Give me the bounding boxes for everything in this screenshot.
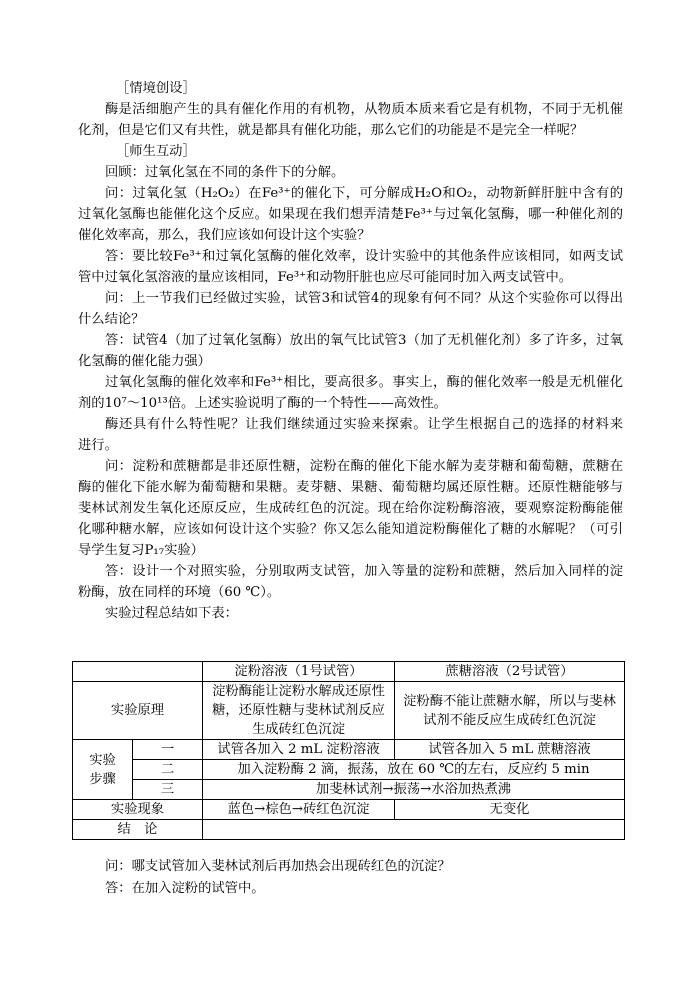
answer-2: 答：试管4（加了过氧化氢酶）放出的氧气比试管3（加了无机催化剂）多了许多，过氧化氢酶的催化能力强）: [78, 333, 623, 369]
efficiency-paragraph: 过氧化氢酶的催化效率和Fe³⁺相比，要高很多。事实上，酶的催化效率一般是无机催化剂的10⁷～10¹³倍。上述实验说明了酶的一个特性——高效性。: [78, 375, 623, 411]
header-starch: 淀粉溶液（1号试管）: [203, 662, 395, 682]
other-property-paragraph: 酶还具有什么特性呢？让我们继续通过实验来探索。让学生根据自己的选择的材料来 进行。: [78, 417, 637, 453]
after-table-text: [78, 856, 623, 900]
principle-row: [73, 682, 625, 740]
header-sucrose: 蔗糖溶液（2号试管）: [395, 662, 625, 682]
question-1: 问：过氧化氢（H₂O₂）在Fe³⁺的催化下，可分解成H₂O和O₂，动物新鲜肝脏中含有的过氧化氢酶也能催化这个反应。如果现在我们想弄清楚Fe³⁺与过氧化氢酶，哪一种催化剂的催化效率高，那么，我们应该如何设计这个实验？: [78, 186, 623, 243]
table-intro: 实验过程总结如下表：: [105, 606, 238, 621]
conclusion-label: 结 论: [73, 820, 203, 840]
step-1-number: 一: [133, 740, 203, 760]
phenomenon-row: [73, 800, 625, 820]
conclusion-row: [73, 820, 625, 840]
step-3-content: 加斐林试剂→振荡→水浴加热煮沸: [203, 780, 625, 800]
scenario-paragraph: 酶是活细胞产生的具有催化作用的有机物，从物质本质来看它是有机物，不同于无机催化剂，但是它们又有共性，就是都具有催化功能，那么它们的功能是不是完全一样呢？: [78, 102, 623, 138]
steps-label: 实验步骤: [73, 740, 133, 800]
step-1-starch: 试管各加入 2 mL 淀粉溶液: [203, 740, 395, 760]
principle-label: 实验原理: [73, 682, 203, 740]
answer-4: 答：在加入淀粉的试管中。: [105, 881, 265, 896]
header-empty-cell: [73, 662, 203, 682]
step-1-sucrose: 试管各加入 5 mL 蔗糖溶液: [395, 740, 625, 760]
answer-1: 答：要比较Fe³⁺和过氧化氢酶的催化效率，设计实验中的其他条件应该相同，如两支试管中过氧化氢溶液的量应该相同，Fe³⁺和动物肝脏也应尽可能同时加入两支试管中。: [78, 249, 623, 285]
step-3-number: 三: [133, 780, 203, 800]
step-2-row: [73, 760, 625, 780]
question-2: 问：上一节我们已经做过实验，试管3和试管4的现象有何不同？从这个实验你可以得出什么结论？: [78, 291, 623, 327]
document-body: [78, 78, 637, 624]
phenomenon-sucrose: 无变化: [395, 800, 625, 820]
review-paragraph: 回顾：过氧化氢在不同的条件下的分解。: [105, 165, 345, 180]
step-2-content: 加入淀粉酶 2 滴，振荡，放在 60 ℃的左右，反应约 5 min: [203, 760, 625, 780]
scenario-heading: ［情境创设］: [116, 81, 196, 96]
table-header-row: [73, 662, 625, 682]
question-3: 问：淀粉和蔗糖都是非还原性糖，淀粉在酶的催化下能水解为麦芽糖和葡萄糖，蔗糖在酶的催化下能水解为葡萄糖和果糖。麦芽糖、果糖、葡萄糖均属还原性糖。还原性糖能够与斐林试剂发生氧化还原反应，生成砖红色的沉淀。现在给你淀粉酶溶液，要观察淀粉酶能催化哪种糖水解，应该如何设计这个实验？你又怎么能知道淀粉酶催化了糖的水解呢？（可引导学生复习P₁₇实验）: [78, 459, 623, 558]
phenomenon-label: 实验现象: [73, 800, 203, 820]
interaction-heading: ［师生互动］: [116, 144, 196, 159]
step-3-row: [73, 780, 625, 800]
phenomenon-starch: 蓝色→棕色→砖红色沉淀: [203, 800, 395, 820]
step-1-row: [73, 740, 625, 760]
experiment-table: [72, 661, 625, 840]
principle-starch: 淀粉酶能让淀粉水解成还原性糖，还原性糖与斐林试剂反应生成砖红色沉淀: [203, 682, 395, 740]
question-4: 问：哪支试管加入斐林试剂后再加热会出现砖红色的沉淀？: [105, 859, 451, 874]
answer-3: 答：设计一个对照实验，分别取两支试管，加入等量的淀粉和蔗糖，然后加入同样的淀粉酶，放在同样的环境（60 ℃）。: [78, 564, 623, 600]
step-2-number: 二: [133, 760, 203, 780]
conclusion-content: [203, 820, 625, 840]
principle-sucrose: 淀粉酶不能让蔗糖水解，所以与斐林试剂不能反应生成砖红色沉淀: [395, 682, 625, 740]
